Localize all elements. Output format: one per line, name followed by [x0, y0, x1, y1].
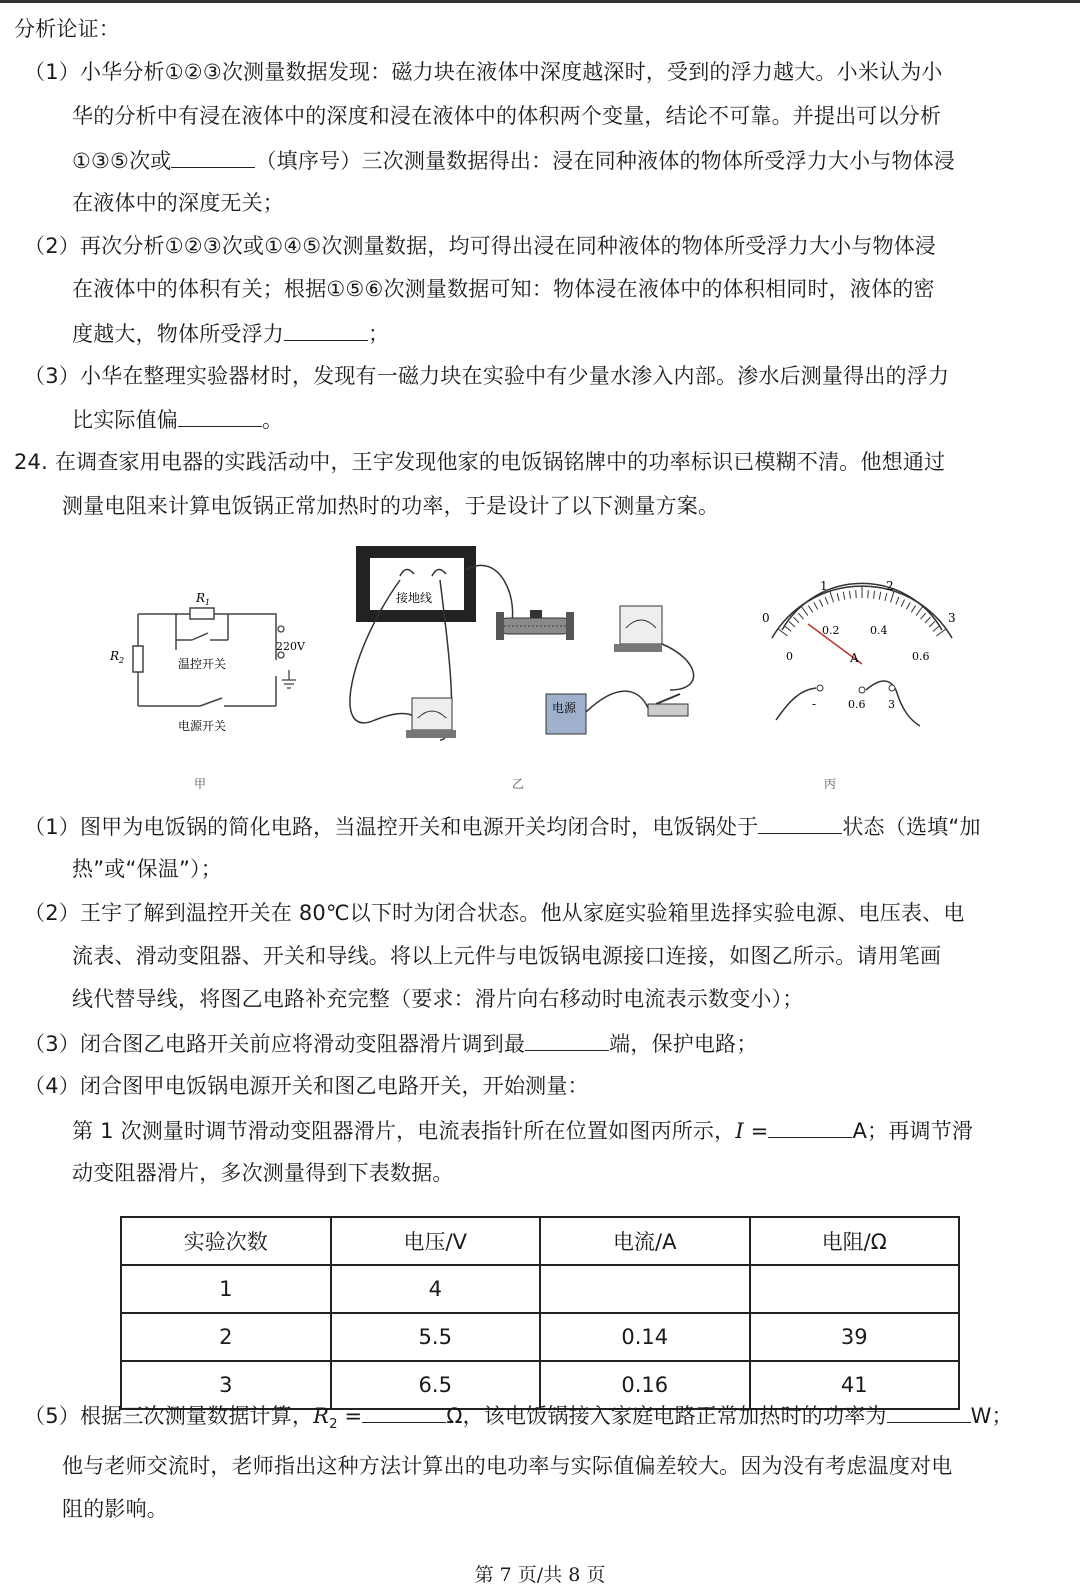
table-cell: 39	[750, 1313, 960, 1361]
q23-2-text-a: 度越大，物体所受浮力	[72, 322, 284, 346]
r2-subscript: 2	[329, 1417, 338, 1433]
dial-tick	[929, 622, 935, 627]
table-cell[interactable]	[540, 1265, 750, 1313]
dial-tick	[921, 613, 926, 619]
r1-label: $R_1$	[196, 591, 211, 607]
dial-tick	[933, 626, 939, 631]
caption-jia: 甲	[194, 777, 207, 791]
q24-1-text-a: （1）图甲为电饭锅的简化电路，当温控开关和电源开关均闭合时，电饭锅处于	[24, 815, 759, 839]
table-cell: 1	[121, 1265, 331, 1313]
q24-5-line2: 他与老师交流时，老师指出这种方法计算出的电功率与实际值偏差较大。因为没有考虑温度对电	[62, 1454, 953, 1478]
dial-tick	[801, 606, 808, 616]
scale-bottom-label: 0.4	[870, 624, 888, 637]
table-cell: 6.5	[331, 1361, 541, 1409]
q23-1-line2: 华的分析中有浸在液体中的深度和浸在液体中的体积两个变量，结论不可靠。并提出可以分析	[72, 104, 942, 128]
power-supply-label: 电源	[552, 701, 577, 715]
q23-3-line2	[72, 404, 283, 435]
terminal-label: 3	[888, 698, 895, 711]
equals-sign: =	[337, 1404, 363, 1428]
q24-1-line2: 热”或“保温”）；	[72, 857, 222, 881]
table-cell: 0.14	[540, 1313, 750, 1361]
table-header-row	[121, 1217, 959, 1265]
q23-3-text-b: 。	[262, 408, 284, 432]
table-cell: 5.5	[331, 1313, 541, 1361]
q24-4-line3: 动变阻器滑片，多次测量得到下表数据。	[72, 1161, 454, 1185]
q24-5-line3: 阻的影响。	[62, 1497, 168, 1521]
terminal-label: 0.6	[848, 698, 866, 711]
scale-top-label: 2	[886, 579, 894, 593]
q24-5-line1	[24, 1400, 1013, 1440]
q24-3-text-b: 端，保护电路；	[609, 1032, 758, 1056]
temp-switch-label: 温控开关	[178, 657, 227, 671]
table-header: 电流/A	[540, 1217, 750, 1265]
caption-bing: 丙	[824, 777, 837, 791]
table-row	[121, 1313, 959, 1361]
power-supply-icon	[546, 694, 586, 734]
answer-blank[interactable]	[525, 1028, 609, 1051]
table-cell: 0.16	[540, 1361, 750, 1409]
q24-1-text-b: 状态（选填“加	[842, 815, 981, 839]
q23-1-line1: （1）小华分析①②③次测量数据发现：磁力块在液体中深度越深时，受到的浮力越大。小米认为小	[24, 60, 943, 84]
dial-tick	[879, 592, 880, 600]
figure-yi-apparatus	[350, 546, 694, 791]
table-cell: 4	[331, 1265, 541, 1313]
q24-1-line1	[24, 811, 981, 842]
ground-wire-label: 接地线	[396, 591, 433, 605]
caption-yi: 乙	[512, 777, 525, 791]
q24-4-text-b: A；再调节滑	[852, 1119, 974, 1143]
dial-tick	[896, 597, 899, 604]
q24-stem-line1: 24. 在调查家用电器的实践活动中，王宇发现他家的电饭锅铭牌中的功率标识已模糊不清。他想通过	[14, 450, 946, 474]
dial-tick	[856, 590, 857, 598]
answer-blank[interactable]	[178, 404, 262, 427]
top-border	[0, 0, 1080, 3]
q23-2-line1: （2）再次分析①②③次或①④⑤次测量数据，均可得出浸在同种液体的物体所受浮力大小与物体浸	[24, 234, 937, 258]
q24-3-text-a: （3）闭合图乙电路开关前应将滑动变阻器滑片调到最	[24, 1032, 526, 1056]
dial-tick	[868, 590, 869, 598]
q23-2-text-b: ；	[368, 322, 390, 346]
table-header: 实验次数	[121, 1217, 331, 1265]
q23-3-text-a: 比实际值偏	[72, 408, 178, 432]
q24-4-line1: （4）闭合图甲电饭锅电源开关和图乙电路开关，开始测量：	[24, 1074, 589, 1098]
dial-tick	[906, 602, 910, 609]
answer-blank[interactable]	[768, 1115, 852, 1138]
figure-bing-dial	[762, 579, 956, 791]
voltage-label: 220V	[276, 640, 305, 653]
q23-1-line4: 在液体中的深度无关；	[72, 191, 284, 215]
q23-2-line3	[72, 318, 389, 349]
q23-2-line2: 在液体中的体积有关；根据①⑤⑥次测量数据可知：物体浸在液体中的体积相同时，液体的密	[72, 277, 935, 301]
q24-2-line2: 流表、滑动变阻器、开关和导线。将以上元件与电饭锅电源接口连接，如图乙所示。请用笔画	[72, 944, 942, 968]
dial-tick	[885, 593, 887, 601]
scale-top-label: 3	[948, 611, 956, 625]
q23-1-text-a: ①③⑤次或	[72, 149, 172, 173]
equals-sign: =	[743, 1119, 769, 1143]
dial-tick	[789, 622, 795, 627]
dial-tick	[911, 606, 915, 613]
q23-3-line1: （3）小华在整理实验器材时，发现有一磁力块在实验中有少量水渗入内部。渗水后测量得出的浮力	[24, 364, 950, 388]
answer-blank[interactable]	[758, 811, 842, 834]
table-cell: 2	[121, 1313, 331, 1361]
q24-3-line1	[24, 1028, 758, 1059]
rheostat-icon	[496, 610, 574, 640]
answer-blank[interactable]	[171, 145, 255, 168]
answer-blank[interactable]	[362, 1400, 446, 1423]
dial-tick	[819, 600, 822, 607]
dial-tick	[849, 591, 850, 599]
dial-tick	[916, 606, 923, 616]
dial-tick	[874, 591, 875, 599]
table-header: 电阻/Ω	[750, 1217, 960, 1265]
q24-2-line1: （2）王宇了解到温控开关在 80℃以下时为闭合状态。他从家庭实验箱里选择实验电源、电压表、电	[24, 901, 965, 925]
dial-tick	[830, 591, 834, 602]
section-heading: 分析论证：	[14, 17, 120, 41]
answer-blank[interactable]	[284, 318, 368, 341]
voltmeter-icon	[614, 606, 662, 652]
dial-tick	[794, 617, 799, 623]
r2-label: $R_2$	[110, 649, 125, 665]
dial-tick	[837, 593, 839, 601]
q24-4-line2	[72, 1115, 973, 1146]
q23-1-text-b: （填序号）三次测量数据得出：浸在同种液体的物体所受浮力大小与物体浸	[255, 149, 956, 173]
scale-top-label: 1	[820, 579, 828, 593]
scale-bottom-label: 0	[786, 650, 793, 663]
circuit-figure	[100, 540, 980, 810]
answer-blank[interactable]	[887, 1400, 971, 1423]
dial-tick	[843, 592, 844, 600]
table-cell: 41	[750, 1361, 960, 1409]
q24-5-text-b: ，该电饭锅接入家庭电路正常加热时的功率为	[462, 1404, 887, 1428]
table-cell[interactable]	[750, 1265, 960, 1313]
dial-tick	[825, 597, 828, 604]
dial-tick	[798, 613, 803, 619]
current-symbol: I	[735, 1119, 744, 1143]
q24-4-text-a: 第 1 次测量时调节滑动变阻器滑片，电流表指针所在位置如图丙所示，	[72, 1119, 736, 1143]
ground-icon	[282, 670, 296, 688]
q23-1-line3	[72, 145, 955, 176]
scale-bottom-label: 0.6	[912, 650, 930, 663]
r2-symbol: R	[313, 1404, 330, 1428]
power-switch-label: 电源开关	[178, 719, 227, 733]
table-row	[121, 1265, 959, 1313]
dial-tick	[785, 626, 791, 631]
switch-icon	[648, 694, 688, 716]
dial-tick	[808, 606, 812, 613]
terminal-dot	[278, 626, 284, 632]
page-footer: 第 7 页/共 8 页	[474, 1564, 606, 1586]
dial-tick	[925, 617, 930, 623]
data-table	[120, 1216, 960, 1410]
q24-stem-line2: 测量电阻来计算电饭锅正常加热时的功率，于是设计了以下测量方案。	[62, 494, 720, 518]
dial-tick	[901, 600, 904, 607]
q24-5-text-a: （5）根据三次测量数据计算，	[24, 1404, 314, 1428]
ammeter-icon	[406, 698, 456, 738]
ohm-unit: Ω	[446, 1404, 463, 1428]
scale-top-label: 0	[762, 611, 770, 625]
dial-tick	[814, 602, 818, 609]
scale-bottom-label: 0.2	[822, 624, 840, 637]
table-header: 电压/V	[331, 1217, 541, 1265]
table-cell: 3	[121, 1361, 331, 1409]
terminal-label: -	[812, 697, 817, 711]
dial-unit-label: A	[850, 651, 859, 665]
q24-2-line3: 线代替导线，将图乙电路补充完整（要求：滑片向右移动时电流表示数变小）；	[72, 987, 804, 1011]
q24-5-text-c: W；	[970, 1404, 1013, 1428]
